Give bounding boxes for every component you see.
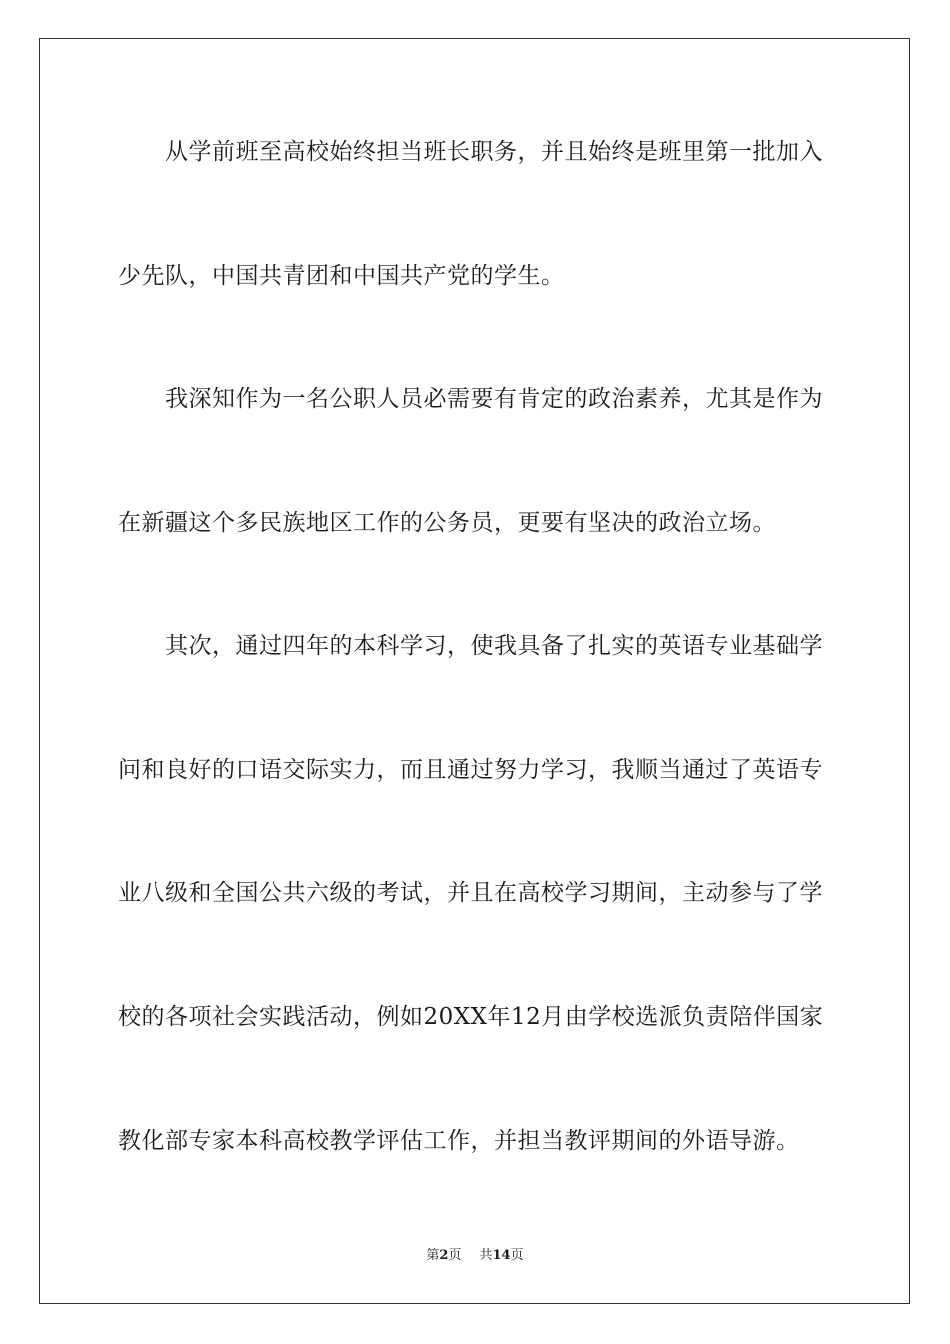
paragraph-line: 在新疆这个多民族地区工作的公务员，更要有坚决的政治立场。: [118, 510, 776, 536]
total-suffix: 页: [510, 1248, 524, 1263]
page-suffix: 页: [448, 1248, 462, 1263]
page-footer: [0, 1247, 950, 1265]
page-border: [39, 38, 910, 1304]
page-number: 2: [439, 1248, 449, 1263]
paragraph-line: 从学前班至高校始终担当班长职务，并且始终是班里第一批加入: [165, 139, 823, 165]
paragraph-line: 校的各项社会实践活动，例如20XX年12月由学校选派负责陪伴国家: [118, 1004, 824, 1030]
paragraph-line: 问和良好的口语交际实力，而且通过努力学习，我顺当通过了英语专: [118, 757, 823, 783]
paragraph-line: 我深知作为一名公职人员必需要有肯定的政治素养，尤其是作为: [165, 386, 823, 412]
total-prefix: 共: [479, 1248, 493, 1263]
page-prefix: 第: [426, 1248, 440, 1263]
paragraph-line: 其次，通过四年的本科学习，使我具备了扎实的英语专业基础学: [165, 633, 823, 659]
paragraph-line: 业八级和全国公共六级的考试，并且在高校学习期间，主动参与了学: [118, 880, 823, 906]
paragraph-line: 教化部专家本科高校教学评估工作，并担当教评期间的外语导游。: [118, 1128, 800, 1154]
paragraph-line: 少先队，中国共青团和中国共产党的学生。: [118, 263, 565, 289]
total-pages: 14: [492, 1248, 511, 1263]
